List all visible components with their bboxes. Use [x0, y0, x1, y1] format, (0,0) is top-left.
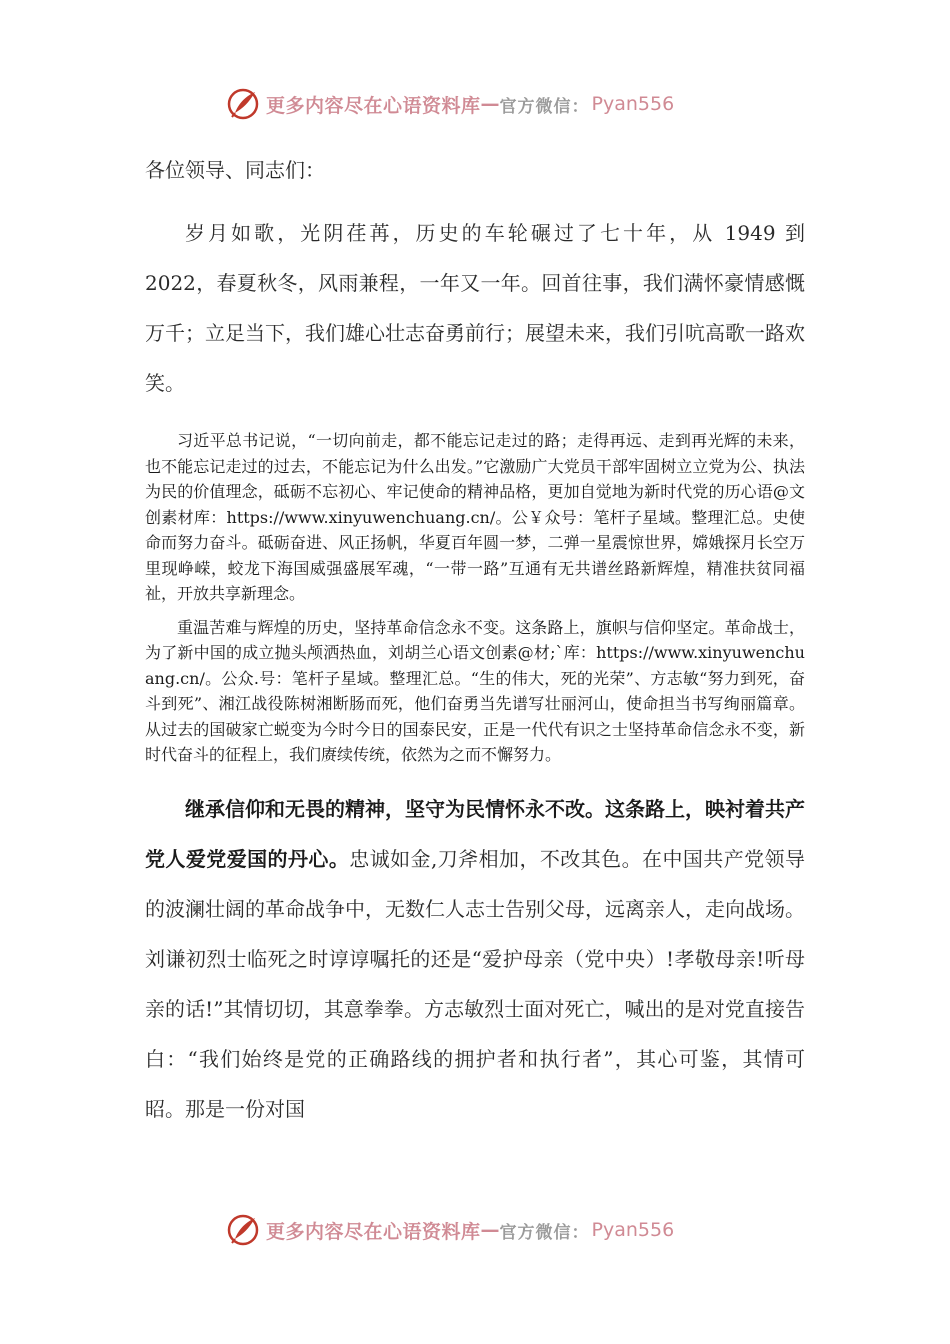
banner-separator: — [480, 93, 500, 115]
header-banner [226, 84, 746, 124]
paragraph-quote: 习近平总书记说，“一切向前走，都不能忘记走过的路；走得再远、走到再光辉的未来，也不能忘记走过的过去，不能忘记为什么出发。”它激励广大党员干部牢固树立立党为公、执法为民的价值理念，砥砺不忘初心、牢记使命的精神品格，更加自觉地为新时代党的历心语@文创素材库：https://www.xinyuwenchuang.cn/。公￥众号：笔杆子星域。整理汇总。史使命而努力奋斗。砥砺奋进、风正扬帆，华夏百年圆一梦，二弹一星震惊世界，嫦娥探月长空万里现峥嵘，蛟龙下海国威强盛展军魂，“一带一路”互通有无共谱丝路新辉煌，精准扶贫同福祉，开放共享新理念。 [145, 431, 805, 603]
paragraph-faith [145, 784, 805, 1134]
greeting: 各位领导、同志们： [145, 158, 325, 182]
paragraph-faith-heading: 继承信仰和无畏的精神，坚守为民情怀永不改。这条路上，映衬着共产党人爱党爱国的丹心。 [145, 796, 805, 871]
paragraph-faith-body: 忠诚如金,刀斧相加，不改其色。在中国共产党领导的波澜壮阔的革命战争中，无数仁人志士告别父母，远离亲人，走向战场。刘谦初烈士临死之时谆谆嘱托的还是“爱护母亲（党中央）!孝敬母亲!听母亲的话!”其情切切，其意拳拳。方志敏烈士面对死亡，喊出的是对党直接告白：“我们始终是党的正确路线的拥护者和执行者”，其心可鉴，其情可昭。那是一份对国 [145, 846, 806, 1121]
paragraph-intro: 岁月如歌，光阴荏苒，历史的车轮碾过了七十年，从 1949 到 2022，春夏秋冬，风雨兼程，一年又一年。回首往事，我们满怀豪情感慨万千；立足当下，我们雄心壮志奋勇前行；展望未来，我们引吭高歌一路欢笑。 [145, 221, 805, 395]
banner-wechat-label: 官方微信： [499, 96, 590, 117]
banner-wechat-id: Pyan556 [591, 93, 675, 115]
banner-main-text: 更多内容尽在心语资料库 [266, 94, 481, 117]
footer-banner [226, 1210, 746, 1250]
quill-logo-icon [226, 1213, 260, 1247]
banner-wechat-id: Pyan556 [591, 1219, 675, 1241]
document-body [145, 150, 805, 1134]
banner-wechat-label: 官方微信： [499, 1222, 590, 1243]
paragraph-history: 重温苦难与辉煌的历史，坚持革命信念永不变。这条路上，旗帜与信仰坚定。革命战士，为了新中国的成立抛头颅洒热血，刘胡兰心语文创素@材;`库：https://www.xinyuwenchuang.cn/。公众.号：笔杆子星域。整理汇总。“生的伟大，死的光荣”、方志敏“努力到死，奋斗到死”、湘江战役陈树湘断肠而死，他们奋勇当先谱写壮丽河山，使命担当书写绚丽篇章。从过去的国破家亡蜕变为今时今日的国泰民安，正是一代代有识之士坚持革命信念永不变，新时代奋斗的征程上，我们赓续传统，依然为之而不懈努力。 [145, 617, 805, 764]
quill-logo-icon [226, 87, 260, 121]
banner-main-text: 更多内容尽在心语资料库 [266, 1220, 481, 1243]
banner-separator: — [480, 1219, 500, 1241]
